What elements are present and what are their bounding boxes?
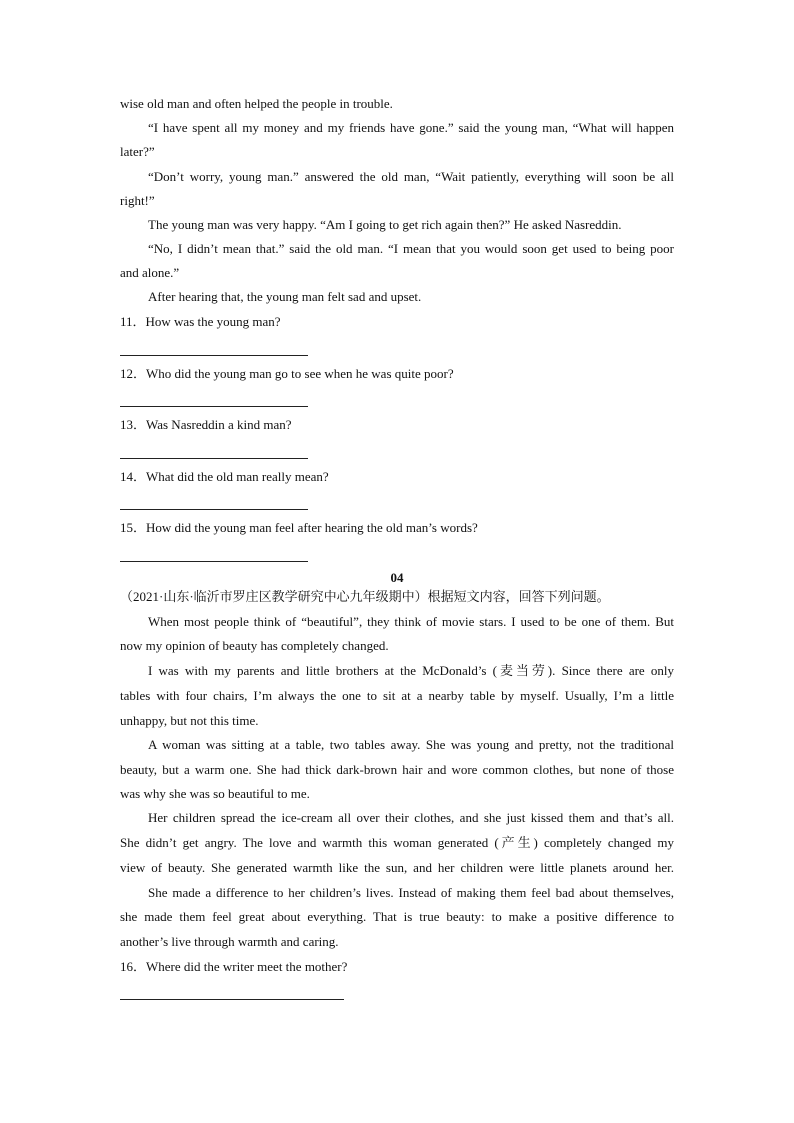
passage-line: tables with four chairs, I’m always the one to sit at a nearby table by myself. Usually, I’m a little	[120, 688, 674, 703]
passage-line: The young man was very happy. “Am I going to get rich again then?” He asked Nasreddin.	[148, 217, 622, 232]
answer-line-14[interactable]	[120, 509, 308, 510]
question-12: 12．Who did the young man go to see when he was quite poor?	[120, 366, 454, 381]
passage-line: right!”	[120, 193, 155, 208]
passage-line: now my opinion of beauty has completely changed.	[120, 638, 389, 653]
passage-line: unhappy, but not this time.	[120, 713, 259, 728]
passage-line: wise old man and often helped the people in trouble.	[120, 96, 393, 111]
passage-line: After hearing that, the young man felt sad and upset.	[148, 289, 422, 304]
passage-line: Her children spread the ice-cream all over their clothes, and she just kissed them and that’s all.	[148, 810, 674, 825]
passage-line: When most people think of “beautiful”, they think of movie stars. I used to be one of them. But	[148, 614, 674, 629]
passage-line: another’s live through warmth and caring.	[120, 934, 339, 949]
section-source: （2021·山东·临沂市罗庄区教学研究中心九年级期中）根据短文内容，回答下列问题。	[120, 589, 610, 604]
passage-line: she made them feel great about everything. That is true beauty: to make a positive difference to	[120, 909, 674, 924]
passage-line: beauty, but a warm one. She had thick dark-brown hair and wore common clothes, but none of those	[120, 762, 674, 777]
answer-line-13[interactable]	[120, 458, 308, 459]
passage-line: and alone.”	[120, 265, 180, 280]
passage-line: “I have spent all my money and my friends have gone.” said the young man, “What will happen	[148, 120, 674, 135]
passage-line: was why she was so beautiful to me.	[120, 786, 310, 801]
passage-line: later?”	[120, 144, 155, 159]
question-16: 16．Where did the writer meet the mother?	[120, 959, 348, 974]
passage-line: “Don’t worry, young man.” answered the old man, “Wait patiently, everything will soon be all	[148, 169, 674, 184]
passage-line: A woman was sitting at a table, two tables away. She was young and pretty, not the traditional	[148, 737, 674, 752]
answer-line-11[interactable]	[120, 355, 308, 356]
question-11: 11．How was the young man?	[120, 314, 281, 329]
passage-line: “No, I didn’t mean that.” said the old man. “I mean that you would soon get used to being poor	[148, 241, 674, 256]
passage-line: She didn’t get angry. The love and warmth this woman generated (产生) completely changed my	[120, 835, 674, 850]
passage-line: view of beauty. She generated warmth like the sun, and her children were little planets around her.	[120, 860, 674, 875]
question-15: 15．How did the young man feel after hearing the old man’s words?	[120, 520, 478, 535]
passage-line: I was with my parents and little brothers at the McDonald’s (麦当劳). Since there are only	[148, 663, 674, 678]
question-14: 14．What did the old man really mean?	[120, 469, 329, 484]
answer-line-12[interactable]	[120, 406, 308, 407]
question-13: 13．Was Nasreddin a kind man?	[120, 417, 292, 432]
answer-line-15[interactable]	[120, 561, 308, 562]
passage-line: She made a difference to her children’s lives. Instead of making them feel bad about themselves,	[148, 885, 674, 900]
section-number: 04	[390, 570, 404, 585]
answer-line-16[interactable]	[120, 999, 344, 1000]
